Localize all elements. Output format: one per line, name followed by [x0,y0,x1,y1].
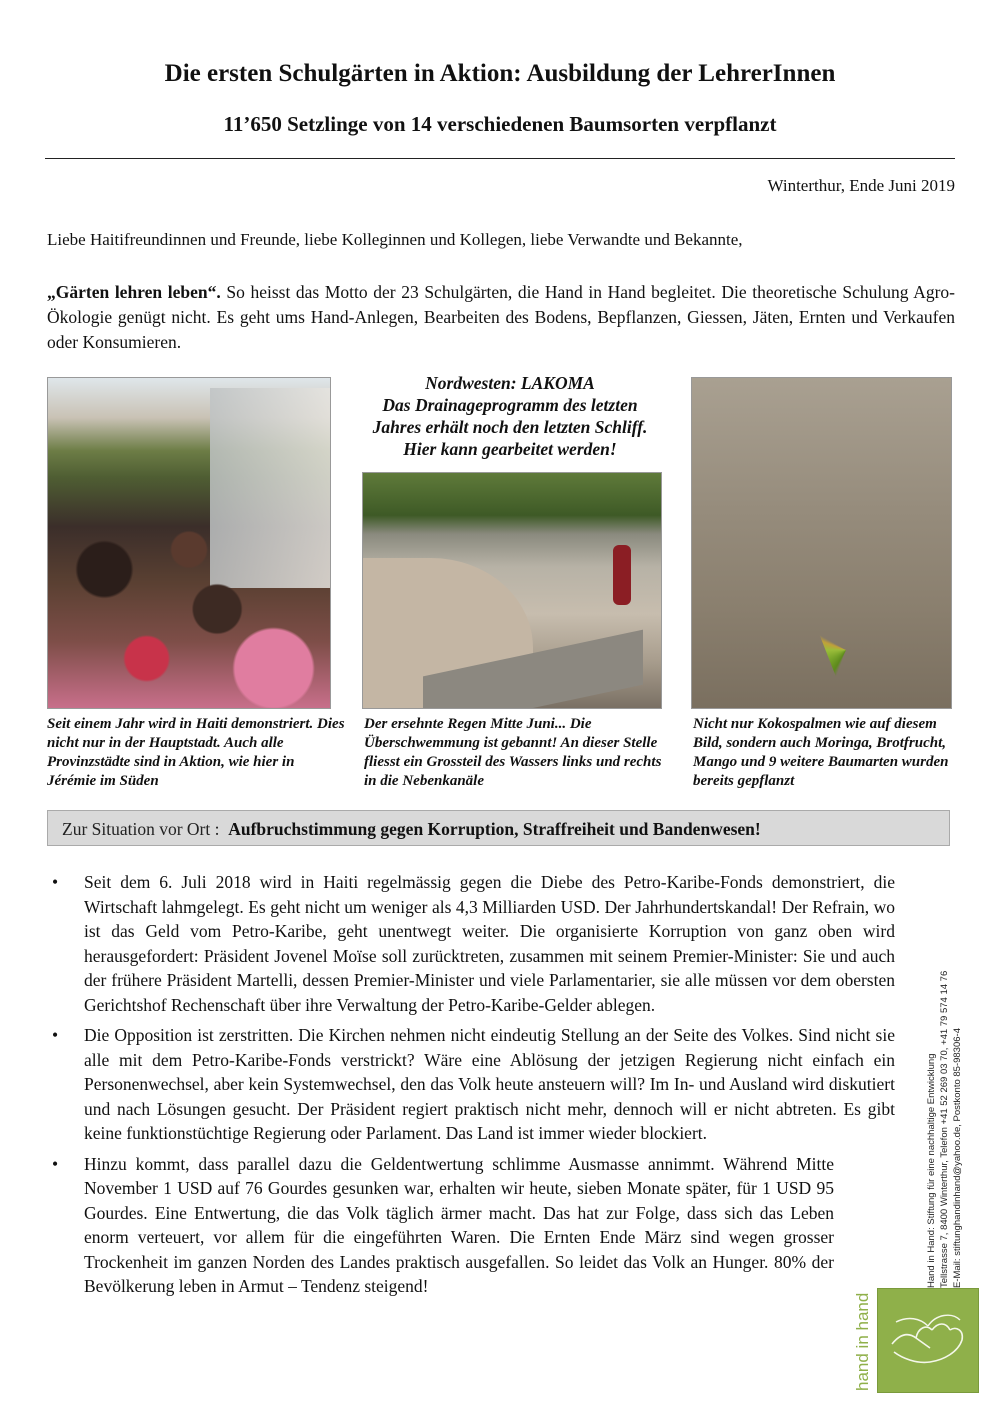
photo-person [613,545,631,605]
photo-demonstration [47,377,331,709]
sidebar-text [925,868,964,1288]
sidebar-line: Tellstrasse 7, 8400 Winterthur, Telefon +41 52 269 03 70, +41 79 574 14 76 [939,970,950,1288]
list-item-text: Seit dem 6. Juli 2018 wird in Haiti regelmässig gegen die Diebe des Petro-Karibe-Fonds demonstriert, die Wirtschaft lahmgelegt. Es geht nicht um weniger als 4,3 Milliarden USD. Der Jahrhundertskandal! Der Refrain, wo ist das Geld vom Petro-Karibe, geht unentwegt weiter. Die organisierte Korruption von ganz oben wird herausgefordert: Präsident Jovenel Moïse soll zurücktreten, zusammen mit seinem Premier-Minister: Sie und auch der frühere Präsident Martelli, dessen Premier-Minister und viele Parlamentarier, sie alle müssen vor dem obersten Gerichtshof Rechenschaft über ihre Verwaltung der Petro-Karibe-Gelder ablegen. [84,872,895,1015]
heading-line: Das Drainageprogramm des letzten [382,395,638,415]
photo-caption-middle: Der ersehnte Regen Mitte Juni... Die Überschwemmung ist gebannt! An dieser Stelle fliesst ein Grossteil des Wassers links und rechts in die Nebenkanäle [364,716,662,789]
photo-palm-leaves [732,398,922,678]
document-subtitle: 11’650 Setzlinge von 14 verschiedenen Baumsorten verpflanzt [223,112,777,136]
sidebar-contact [925,868,975,1288]
hands-logo-icon [877,1288,979,1393]
bullet-list [50,870,895,1305]
photo-caption-left: Seit einem Jahr wird in Haiti demonstriert. Dies nicht nur in der Hauptstadt. Auch alle Provinzstädte sind in Aktion, wie hier in Jérémie im Süden [47,716,345,789]
heading-line: Hier kann gearbeitet werden! [403,439,617,459]
list-item-text: Hinzu kommt, dass parallel dazu die Geldentwertung schlimme Ausmasse annimmt. Während Mitte November 1 USD auf 76 Gourdes gesunken war, erhalten wir heute, sieben Monate später, für 1 USD 95 Gourdes. Eine Entwertung, die das Volk täglich ärmer macht. Das hat zur Folge, dass sich das Leben enorm verteuert, vor allem für die eingeführten Waren. Die Ernten Ende März sind wegen grosser Trockenheit im ganzen Norden des Landes praktisch ausgefallen. So leidet das Volk an Hunger. 80% der Bevölkerung leben in Armut – Tendenz steigend! [84,1153,834,1296]
section-heading-box [47,810,950,846]
list-item [50,870,895,1017]
middle-photo-heading [350,372,670,460]
logo-wordmark [852,1288,874,1391]
section-label: Zur Situation vor Ort : [62,819,220,839]
list-item [50,1152,834,1299]
list-item [50,1023,895,1146]
intro-text: So heisst das Motto der 23 Schulgärten, die Hand in Hand begleitet. Die theoretische Schulung Agro-Ökologie genügt nicht. Es geht ums Hand-Anlegen, Bearbeiten des Bodens, Bepflanzen, Giessen, Jäten, Ernten und Verkaufen oder Konsumieren. [47,282,955,352]
place-date: Winterthur, Ende Juni 2019 [767,176,955,195]
bullet-icon: • [52,1025,59,1045]
photo-crowd [48,510,330,708]
photo-caption-right: Nicht nur Kokospalmen wie auf diesem Bild, sondern auch Moringa, Brotfrucht, Mango und 9 weitere Baumarten wurden bereits gepflanzt [693,716,949,789]
heading-line: Nordwesten: LAKOMA [425,373,595,393]
header-divider [45,158,955,159]
document-title: Die ersten Schulgärten in Aktion: Ausbildung der LehrerInnen [164,60,836,87]
photo-drainage [362,472,662,709]
bullet-icon: • [52,872,59,892]
hands-icon [886,1304,970,1376]
heading-line: Jahres erhält noch den letzten Schliff. [372,417,648,437]
bullet-icon: • [52,1153,59,1174]
greeting: Liebe Haitifreundinnen und Freunde, liebe Kolleginnen und Kollegen, liebe Verwandte und Bekannte, [47,230,743,249]
motto: „Gärten lehren leben“. [47,282,221,302]
sidebar-line: Hand in Hand: Stiftung für eine nachhaltige Entwicklung [926,1053,937,1288]
list-item-text: Die Opposition ist zerstritten. Die Kirchen nehmen nicht eindeutig Stellung an der Seite des Volkes. Sind nicht sie alle mit dem Petro-Karibe-Fonds verstrickt? Wäre eine Ablösung der jetzigen Regierung nicht einfach ein Personenwechsel, aber kein Systemwechsel, den das Volk heute ansteuern will? Im In- und Ausland wird diskutiert und nach Lösungen gesucht. Der Präsident regiert praktisch nicht mehr, dennoch will er nicht abtreten. Es gibt keine funktionstüchtige Regierung oder Parlament. Das Land ist immer wieder blockiert. [84,1025,895,1143]
logo-text: hand in hand [853,1292,872,1391]
section-headline: Aufbruchstimmung gegen Korruption, Straffreiheit und Bandenwesen! [228,819,761,839]
intro-paragraph [47,280,955,355]
photo-palm-seedling [691,377,952,709]
sidebar-line: E-Mail: stiftunghandinhand@yahoo.de, Postkonto 85-98306-4 [952,1028,963,1288]
